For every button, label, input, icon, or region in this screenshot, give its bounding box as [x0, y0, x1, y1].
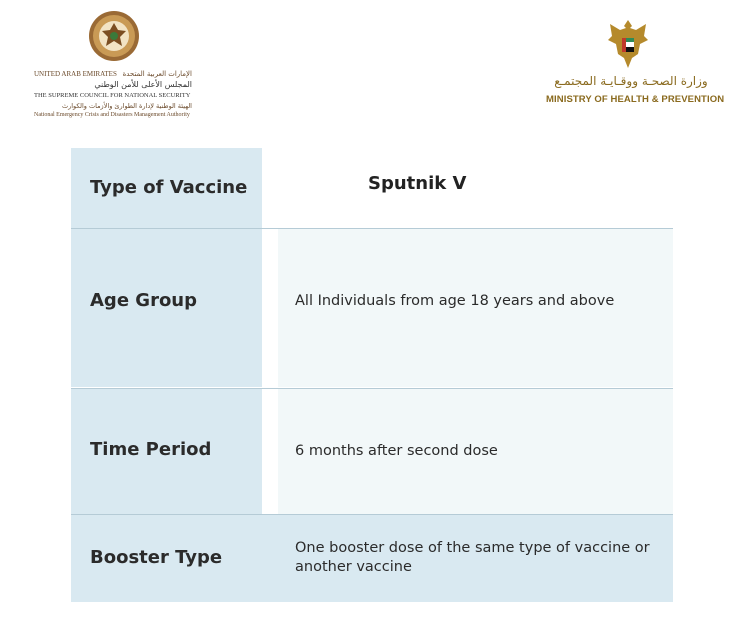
ncema-text-en: National Emergency Crisis and Disasters Management Authority: [34, 112, 190, 118]
table-row: [71, 389, 673, 514]
council-text-en: THE SUPREME COUNCIL FOR NATIONAL SECURITY: [34, 92, 191, 99]
uae-emblem-icon: [88, 10, 140, 62]
time-period-label: Time Period: [90, 439, 212, 460]
age-group-label: Age Group: [90, 290, 198, 311]
ncema-text-ar: الهيئة الوطنية لإدارة الطوارئ والأزمات والكوارث: [61, 102, 192, 110]
table-row: [71, 515, 673, 602]
falcon-emblem-icon: [606, 18, 650, 70]
uae-supreme-council-logo: [34, 10, 194, 120]
ministry-of-health-logo: [546, 18, 725, 108]
uae-text-en: UNITED ARAB EMIRATES: [34, 70, 117, 78]
time-period-value: 6 months after second dose: [295, 443, 498, 459]
vaccine-name: Sputnik V: [368, 173, 467, 194]
booster-type-label: Booster Type: [90, 547, 223, 568]
ministry-text-en: MINISTRY OF HEALTH & PREVENTION: [546, 94, 725, 105]
council-text-ar: المجلس الأعلى للأمن الوطني: [94, 80, 192, 89]
booster-info-table: [71, 148, 673, 602]
ministry-text-ar: وزارة الصحـة ووقـايـة المجتمـع: [554, 74, 708, 88]
vaccine-type-label: Type of Vaccine: [90, 177, 248, 198]
vaccine-type-row: [71, 148, 673, 228]
uae-text-ar: الإمارات العربية المتحدة: [122, 70, 192, 78]
age-group-value: All Individuals from age 18 years and above: [295, 293, 615, 309]
table-row: [71, 229, 673, 387]
booster-type-value: One booster dose of the same type of vaccine or another vaccine: [295, 540, 650, 575]
